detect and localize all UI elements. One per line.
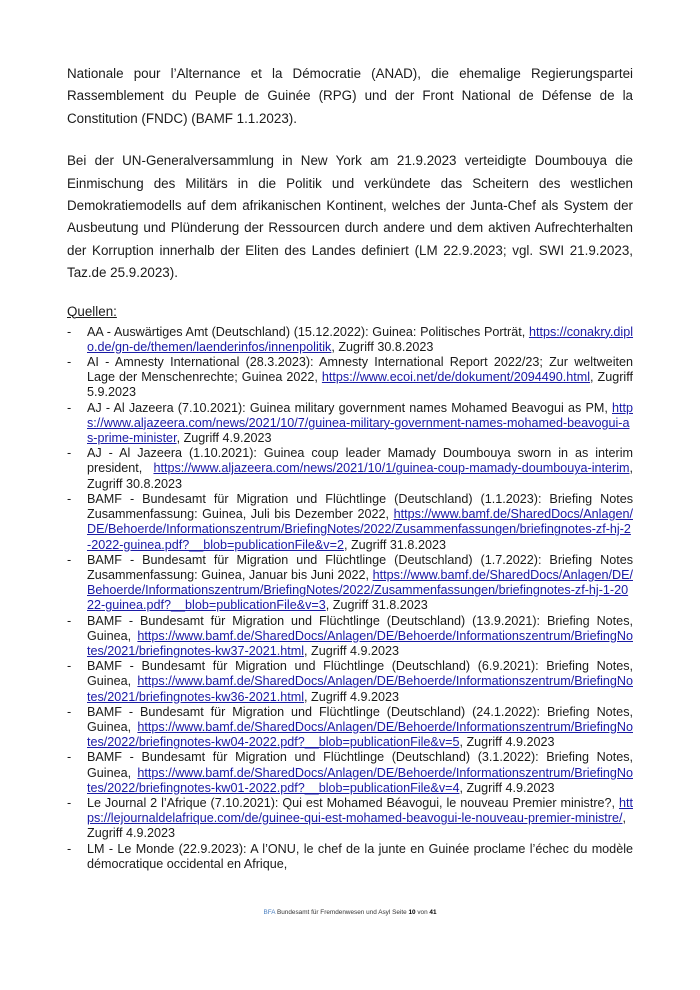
list-dash: - xyxy=(67,355,72,370)
footer-of-word: von xyxy=(417,909,428,916)
source-citation: BAMF - Bundesamt für Migration und Flüchtlinge (Deutschland) (24.1.2022): Briefing Notes, Guinea, xyxy=(87,704,633,734)
source-access-date: , Zugriff 30.8.2023 xyxy=(87,461,633,491)
source-access-date: , Zugriff 4.9.2023 xyxy=(304,689,400,704)
source-access-date: , Zugriff 30.8.2023 xyxy=(331,339,434,354)
source-link[interactable]: https://www.bamf.de/SharedDocs/Anlagen/DE/Behoerde/Informationszentrum/BriefingNotes/2022/briefingnotes-kw04-2022.pdf?__blob=publicationFile&v=5 xyxy=(87,719,633,750)
source-item xyxy=(67,492,633,553)
source-text xyxy=(87,659,633,705)
source-access-date: , Zugriff 31.8.2023 xyxy=(343,537,446,552)
list-dash: - xyxy=(67,613,72,628)
source-item xyxy=(67,796,633,842)
footer-page-total: 41 xyxy=(429,909,437,916)
source-item xyxy=(67,659,633,705)
source-item xyxy=(67,325,633,355)
footer-org-short: BFA xyxy=(263,909,276,916)
source-link[interactable]: https://www.bamf.de/SharedDocs/Anlagen/DE/Behoerde/Informationszentrum/BriefingNotes/2022/Zusammenfassungen/briefingnotes-zf-hj-2-2022-guinea.pdf?__blob=publicationFile&v=2 xyxy=(87,507,633,552)
sources-list xyxy=(67,325,633,872)
source-access-date: , Zugriff 5.9.2023 xyxy=(87,370,633,400)
page-content xyxy=(67,63,633,872)
source-link[interactable]: https://www.aljazeera.com/news/2021/10/7/guinea-military-government-names-mohamed-beavogui-as-prime-minister xyxy=(87,400,633,446)
source-text xyxy=(87,614,633,660)
source-citation: BAMF - Bundesamt für Migration und Flüchtlinge (Deutschland) (1.7.2022): Briefing Notes Zusammenfassung: Guinea, Januar bis Juni 2022, xyxy=(87,552,633,582)
source-item xyxy=(67,750,633,796)
source-text xyxy=(87,553,633,614)
list-dash: - xyxy=(67,795,72,810)
list-dash: - xyxy=(67,750,72,765)
source-link[interactable]: https://www.bamf.de/SharedDocs/Anlagen/DE/Behoerde/Informationszentrum/BriefingNotes/2021/briefingnotes-kw36-2021.html xyxy=(87,674,633,704)
source-item xyxy=(67,446,633,492)
source-citation: BAMF - Bundesamt für Migration und Flüchtlinge (Deutschland) (6.9.2021): Briefing Notes, Guinea, xyxy=(87,659,633,689)
source-link[interactable]: https://www.ecoi.net/de/dokument/2094490.html xyxy=(321,370,591,385)
source-text xyxy=(87,446,633,492)
paragraph-un-assembly: Bei der UN-Generalversammlung in New York am 21.9.2023 verteidigte Doumbouya die Einmischung des Militärs in die Politik und verkündete das Scheitern des westlichen Demokratiemodells auf dem afrikanischen Kontinent, welches der Junta-Chef als System der Ausbeutung und Plünderung der Ressourcen durch andere und dem aktiven Aufrechterhalten der Korruption innerhalb der Eliten des Landes definiert (LM 22.9.2023; vgl. SWI 21.9.2023, Taz.de 25.9.2023). xyxy=(67,153,633,281)
source-item xyxy=(67,553,633,614)
source-citation: LM - Le Monde (22.9.2023): A l’ONU, le chef de la junte en Guinée proclame l’échec du modèle démocratique occidental en Afrique, xyxy=(87,841,633,871)
paragraph-parties: Nationale pour l’Alternance et la Démocratie (ANAD), die ehemalige Regierungspartei Rassemblement du Peuple de Guinée (RPG) und der Front National de Défense de la Constitution (FNDC) (BAMF 1.1.2023). xyxy=(67,66,633,126)
source-citation: AA - Auswärtiges Amt (Deutschland) (15.12.2022): Guinea: Politisches Porträt, xyxy=(87,324,526,339)
list-dash: - xyxy=(67,324,72,339)
list-dash: - xyxy=(67,704,72,719)
list-dash: - xyxy=(67,841,72,856)
source-access-date: , Zugriff 4.9.2023 xyxy=(459,780,555,795)
source-citation: BAMF - Bundesamt für Migration und Flüchtlinge (Deutschland) (13.9.2021): Briefing Notes, Guinea, xyxy=(87,613,633,643)
footer-page-word: Seite xyxy=(392,909,407,916)
source-text xyxy=(87,750,633,796)
source-access-date: , Zugriff 31.8.2023 xyxy=(325,598,428,613)
source-access-date: , Zugriff 4.9.2023 xyxy=(87,811,627,841)
source-text xyxy=(87,842,633,872)
list-dash: - xyxy=(67,552,72,567)
list-dash: - xyxy=(67,400,72,415)
source-item xyxy=(67,705,633,751)
source-text xyxy=(87,796,633,842)
list-dash: - xyxy=(67,491,72,506)
list-dash: - xyxy=(67,446,72,461)
source-text xyxy=(87,492,633,553)
source-text xyxy=(87,705,633,751)
source-link[interactable]: https://conakry.diplo.de/gn-de/themen/laenderinfos/innenpolitik xyxy=(87,324,634,354)
source-citation: BAMF - Bundesamt für Migration und Flüchtlinge (Deutschland) (3.1.2022): Briefing Notes, Guinea, xyxy=(87,750,633,780)
footer-org-name: Bundesamt für Fremdenwesen und Asyl xyxy=(276,909,391,916)
source-link[interactable]: https://www.bamf.de/SharedDocs/Anlagen/DE/Behoerde/Informationszentrum/BriefingNotes/2021/briefingnotes-kw37-2021.html xyxy=(87,628,633,658)
page-footer xyxy=(0,909,700,916)
source-link[interactable]: https://www.bamf.de/SharedDocs/Anlagen/DE/Behoerde/Informationszentrum/BriefingNotes/2022/Zusammenfassungen/briefingnotes-zf-hj-1-2022-guinea.pdf?__blob=publicationFile&v=3 xyxy=(87,567,633,613)
source-text xyxy=(87,325,633,355)
source-item xyxy=(67,355,633,401)
source-access-date: , Zugriff 4.9.2023 xyxy=(176,431,272,446)
source-citation: Le Journal 2 l’Afrique (7.10.2021): Qui est Mohamed Béavogui, le nouveau Premier ministre?, xyxy=(87,795,616,810)
list-dash: - xyxy=(67,659,72,674)
source-link[interactable]: https://www.aljazeera.com/news/2021/10/1/guinea-coup-mamady-doumbouya-interim xyxy=(153,461,630,476)
source-citation: AI - Amnesty International (28.3.2023): Amnesty International Report 2022/23; Zur weltweiten Lage der Menschenrechte; Guinea 2022, xyxy=(87,355,633,385)
source-citation: AJ - Al Jazeera (1.10.2021): Guinea coup leader Mamady Doumbouya sworn in as interim president, xyxy=(87,446,633,476)
source-text xyxy=(87,401,633,447)
sources-heading: Quellen: xyxy=(67,303,117,319)
source-item xyxy=(67,401,633,447)
source-text xyxy=(87,355,633,401)
source-access-date: , Zugriff 4.9.2023 xyxy=(304,643,400,658)
source-citation: BAMF - Bundesamt für Migration und Flüchtlinge (Deutschland) (1.1.2023): Briefing Notes Zusammenfassung: Guinea, Juli bis Dezember 2022, xyxy=(87,491,633,522)
source-access-date: , Zugriff 4.9.2023 xyxy=(459,735,555,750)
source-item xyxy=(67,842,633,872)
source-link[interactable]: https://lejournaldelafrique.com/de/guinee-qui-est-mohamed-beavogui-le-nouveau-premier-ministre/ xyxy=(87,795,633,826)
source-citation: AJ - Al Jazeera (7.10.2021): Guinea military government names Mohamed Beavogui as PM, xyxy=(87,400,608,415)
footer-page-number: 10 xyxy=(408,909,416,916)
source-link[interactable]: https://www.bamf.de/SharedDocs/Anlagen/DE/Behoerde/Informationszentrum/BriefingNotes/2022/briefingnotes-kw01-2022.pdf?__blob=publicationFile&v=4 xyxy=(87,765,633,795)
source-item xyxy=(67,614,633,660)
